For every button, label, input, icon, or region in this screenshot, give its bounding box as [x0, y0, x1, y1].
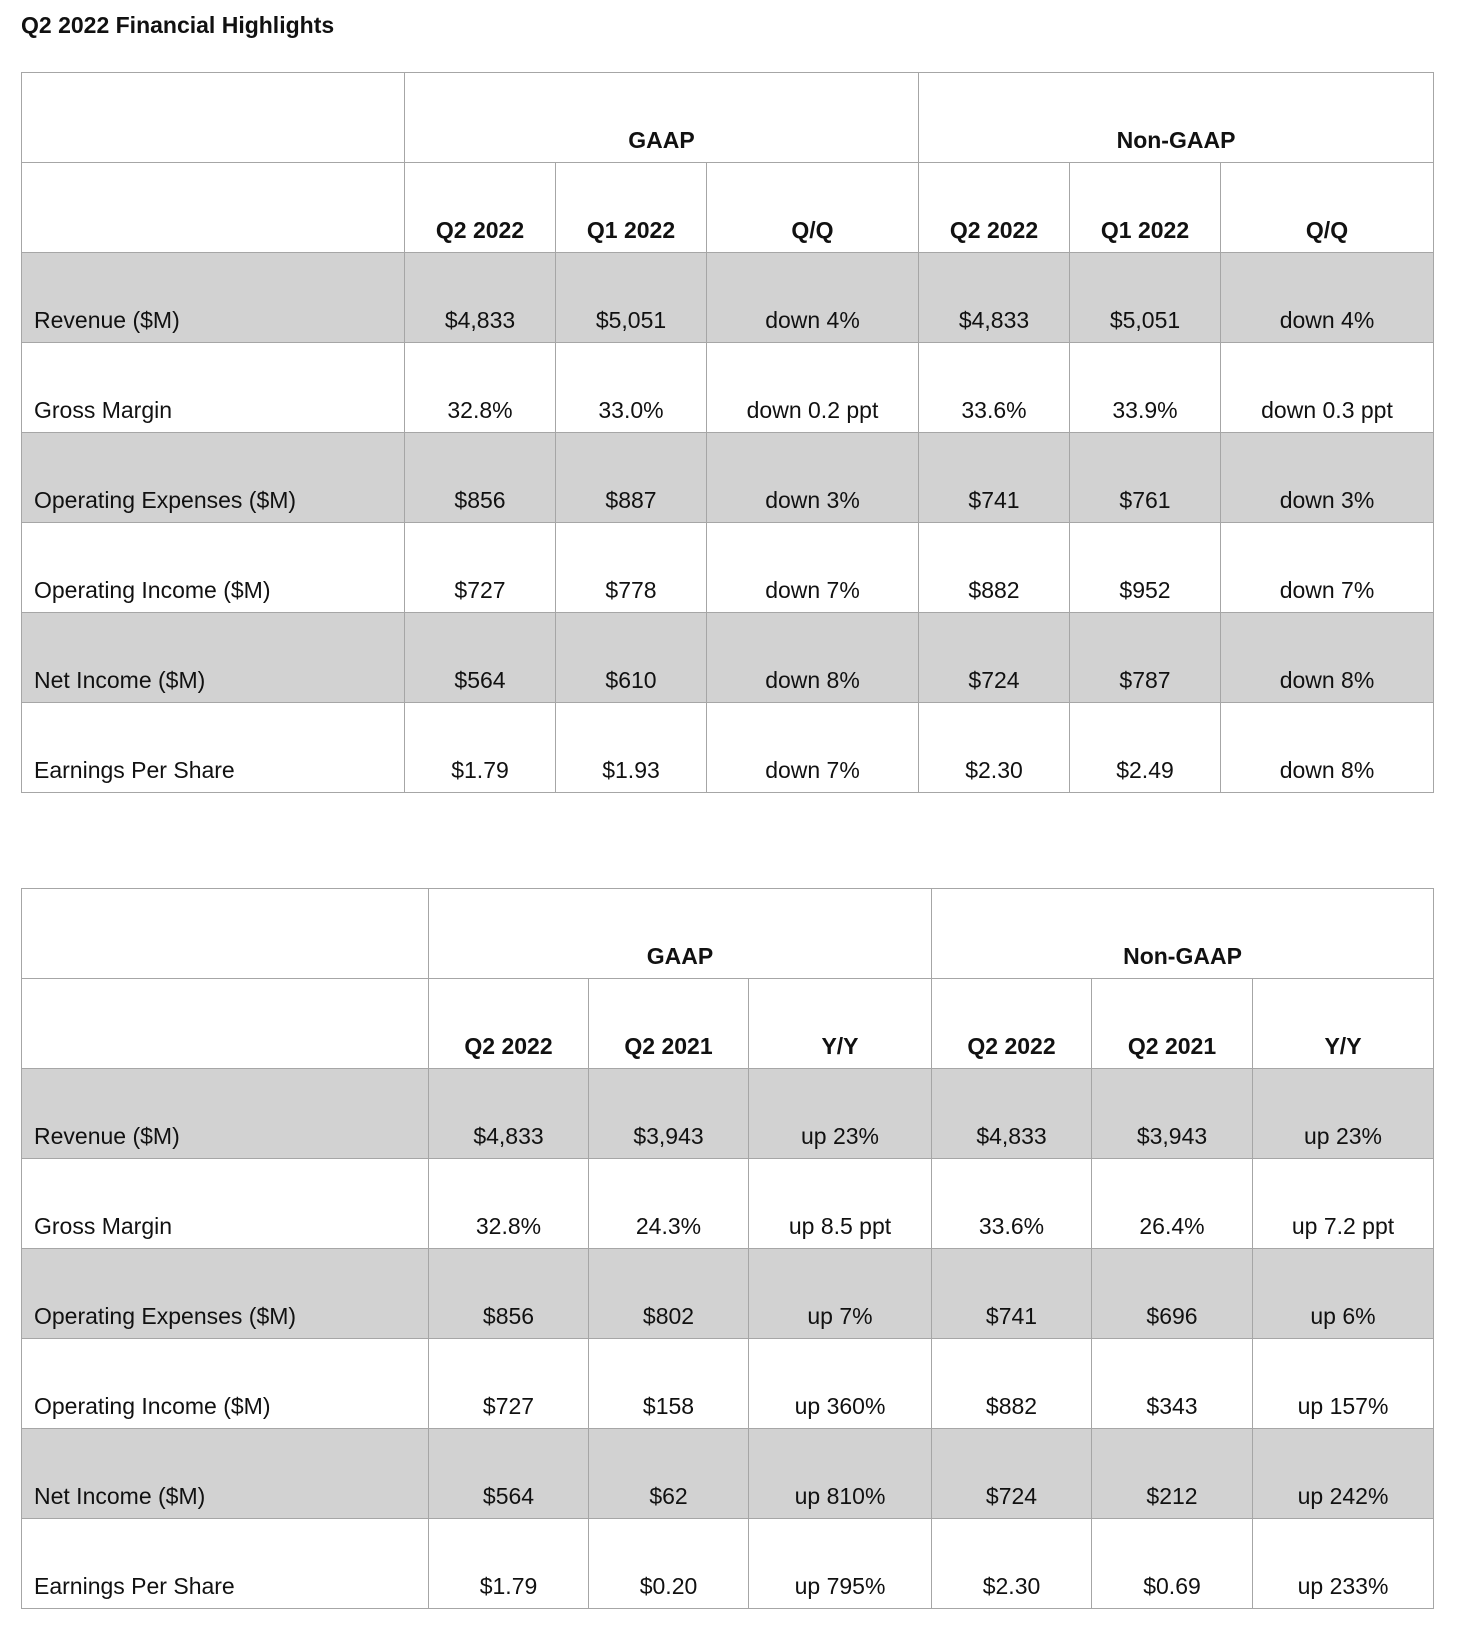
table-row-operating-expenses	[22, 1249, 1434, 1339]
row-label: Operating Expenses ($M)	[22, 1249, 429, 1339]
table-cell: up 795%	[749, 1519, 932, 1609]
row-label: Revenue ($M)	[22, 253, 405, 343]
group-header-row	[22, 73, 1434, 163]
table-cell: 33.0%	[556, 343, 707, 433]
group-header-gaap: GAAP	[429, 889, 932, 979]
table-cell: $4,833	[919, 253, 1070, 343]
table-cell: $564	[405, 613, 556, 703]
table-cell: $1.79	[429, 1519, 589, 1609]
table-cell: 24.3%	[589, 1159, 749, 1249]
table-cell: $724	[932, 1429, 1092, 1519]
table-cell: $778	[556, 523, 707, 613]
row-label: Earnings Per Share	[22, 1519, 429, 1609]
column-header-row	[22, 163, 1434, 253]
financial-table-yy	[21, 888, 1434, 1609]
row-label: Revenue ($M)	[22, 1069, 429, 1159]
table-cell: down 3%	[1221, 433, 1434, 523]
table-cell: $5,051	[1070, 253, 1221, 343]
table-cell: $887	[556, 433, 707, 523]
table-cell: $212	[1092, 1429, 1253, 1519]
table-cell: down 4%	[1221, 253, 1434, 343]
table-cell: $727	[405, 523, 556, 613]
table-cell: $343	[1092, 1339, 1253, 1429]
table-cell: up 810%	[749, 1429, 932, 1519]
table-cell: up 7.2 ppt	[1253, 1159, 1434, 1249]
column-header: Q2 2022	[429, 979, 589, 1069]
table-cell: down 7%	[707, 703, 919, 793]
row-label: Net Income ($M)	[22, 613, 405, 703]
table-cell: down 8%	[1221, 703, 1434, 793]
table-cell: $2.30	[932, 1519, 1092, 1609]
table-cell: 32.8%	[405, 343, 556, 433]
table-cell: $1.93	[556, 703, 707, 793]
table-cell: $856	[405, 433, 556, 523]
table-cell: $741	[932, 1249, 1092, 1339]
group-header-non-gaap: Non-GAAP	[919, 73, 1434, 163]
table-row-net-income	[22, 1429, 1434, 1519]
table-cell: up 6%	[1253, 1249, 1434, 1339]
table-cell: down 0.2 ppt	[707, 343, 919, 433]
table-cell: down 3%	[707, 433, 919, 523]
table-cell: $2.49	[1070, 703, 1221, 793]
column-header: Q2 2022	[919, 163, 1070, 253]
table-row-earnings-per-share	[22, 1519, 1434, 1609]
header-empty-cell	[22, 73, 405, 163]
table-cell: down 0.3 ppt	[1221, 343, 1434, 433]
table-row-gross-margin	[22, 1159, 1434, 1249]
table-row-operating-income	[22, 1339, 1434, 1429]
row-label: Operating Expenses ($M)	[22, 433, 405, 523]
table-cell: up 157%	[1253, 1339, 1434, 1429]
page-title: Q2 2022 Financial Highlights	[21, 12, 335, 38]
table-cell: 32.8%	[429, 1159, 589, 1249]
table-cell: $787	[1070, 613, 1221, 703]
table-row-operating-expenses	[22, 433, 1434, 523]
column-header: Y/Y	[749, 979, 932, 1069]
table-cell: $0.69	[1092, 1519, 1253, 1609]
table-cell: $952	[1070, 523, 1221, 613]
row-label: Net Income ($M)	[22, 1429, 429, 1519]
table-cell: up 233%	[1253, 1519, 1434, 1609]
header-empty-cell	[22, 163, 405, 253]
table-cell: up 242%	[1253, 1429, 1434, 1519]
table-cell: $4,833	[429, 1069, 589, 1159]
table-cell: $856	[429, 1249, 589, 1339]
table-cell: $3,943	[589, 1069, 749, 1159]
row-label: Gross Margin	[22, 343, 405, 433]
table-cell: up 23%	[1253, 1069, 1434, 1159]
row-label: Gross Margin	[22, 1159, 429, 1249]
column-header: Q1 2022	[556, 163, 707, 253]
table-row-gross-margin	[22, 343, 1434, 433]
table-cell: 33.9%	[1070, 343, 1221, 433]
table-cell: $724	[919, 613, 1070, 703]
table-cell: $564	[429, 1429, 589, 1519]
table-cell: down 7%	[707, 523, 919, 613]
table-cell: $802	[589, 1249, 749, 1339]
column-header: Y/Y	[1253, 979, 1434, 1069]
column-header: Q2 2022	[932, 979, 1092, 1069]
column-header: Q1 2022	[1070, 163, 1221, 253]
table-cell: $5,051	[556, 253, 707, 343]
financial-table-qq	[21, 72, 1434, 793]
table-cell: $2.30	[919, 703, 1070, 793]
table-row-revenue	[22, 1069, 1434, 1159]
table-cell: $761	[1070, 433, 1221, 523]
column-header: Q2 2021	[1092, 979, 1253, 1069]
table-cell: $696	[1092, 1249, 1253, 1339]
table-cell: $3,943	[1092, 1069, 1253, 1159]
column-header: Q2 2021	[589, 979, 749, 1069]
table-cell: down 8%	[707, 613, 919, 703]
table-cell: $4,833	[405, 253, 556, 343]
table-cell: $741	[919, 433, 1070, 523]
table-cell: $0.20	[589, 1519, 749, 1609]
table-cell: $62	[589, 1429, 749, 1519]
table-row-earnings-per-share	[22, 703, 1434, 793]
table-cell: up 8.5 ppt	[749, 1159, 932, 1249]
table-row-revenue	[22, 253, 1434, 343]
table-cell: $4,833	[932, 1069, 1092, 1159]
group-header-gaap: GAAP	[405, 73, 919, 163]
table-cell: $1.79	[405, 703, 556, 793]
column-header: Q/Q	[1221, 163, 1434, 253]
table-cell: $610	[556, 613, 707, 703]
group-header-row	[22, 889, 1434, 979]
table-cell: $727	[429, 1339, 589, 1429]
table-cell: $882	[919, 523, 1070, 613]
table-cell: 33.6%	[932, 1159, 1092, 1249]
group-header-non-gaap: Non-GAAP	[932, 889, 1434, 979]
table-cell: up 23%	[749, 1069, 932, 1159]
header-empty-cell	[22, 979, 429, 1069]
table-row-net-income	[22, 613, 1434, 703]
column-header-row	[22, 979, 1434, 1069]
column-header: Q2 2022	[405, 163, 556, 253]
row-label: Operating Income ($M)	[22, 1339, 429, 1429]
table-cell: down 7%	[1221, 523, 1434, 613]
table-cell: $882	[932, 1339, 1092, 1429]
column-header: Q/Q	[707, 163, 919, 253]
table-row-operating-income	[22, 523, 1434, 613]
table-cell: down 8%	[1221, 613, 1434, 703]
table-cell: 33.6%	[919, 343, 1070, 433]
table-cell: 26.4%	[1092, 1159, 1253, 1249]
table-cell: up 360%	[749, 1339, 932, 1429]
table-cell: $158	[589, 1339, 749, 1429]
row-label: Operating Income ($M)	[22, 523, 405, 613]
row-label: Earnings Per Share	[22, 703, 405, 793]
table-cell: up 7%	[749, 1249, 932, 1339]
header-empty-cell	[22, 889, 429, 979]
table-cell: down 4%	[707, 253, 919, 343]
